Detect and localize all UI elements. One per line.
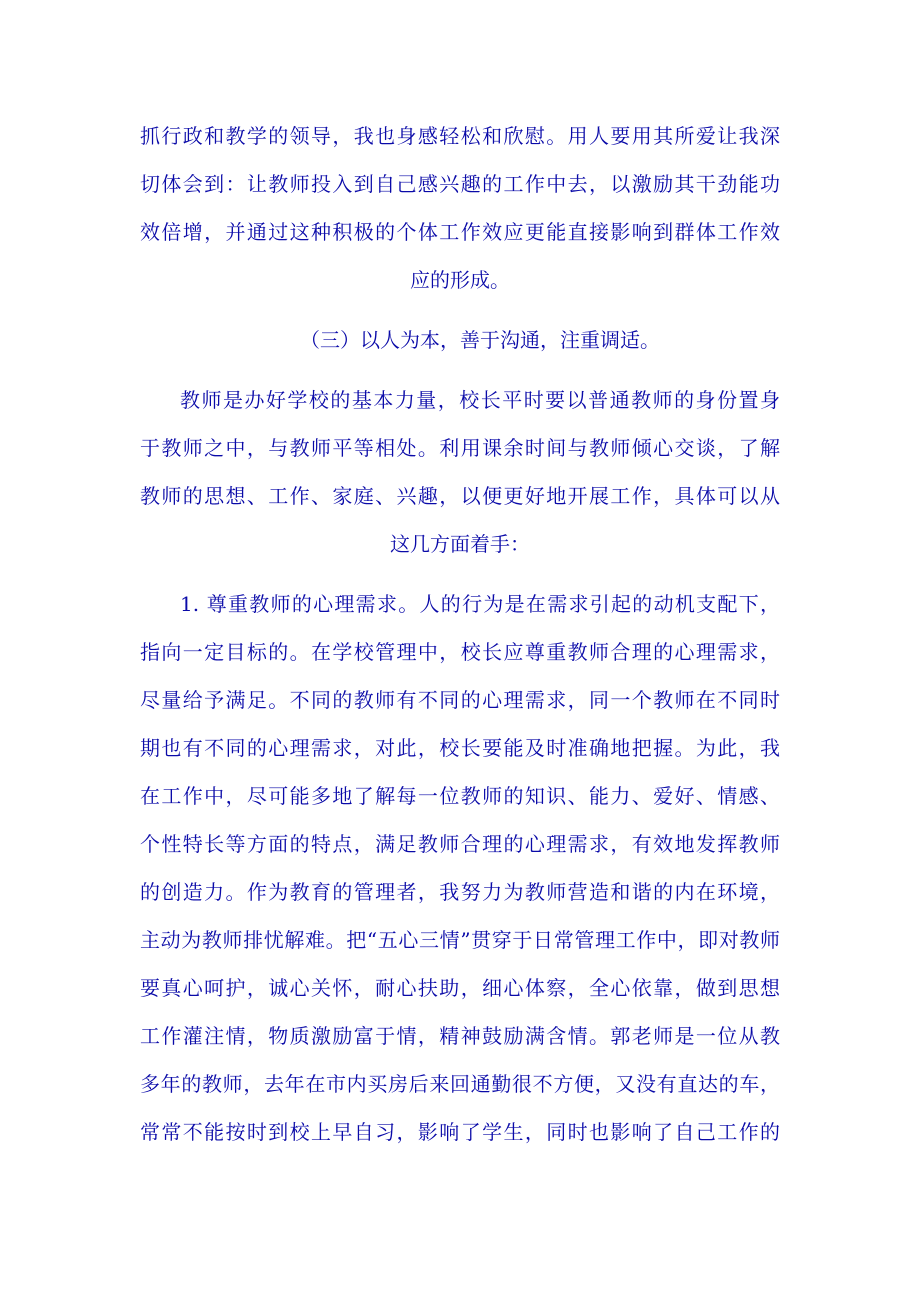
paragraph-line: 教师是办好学校的基本力量，校长平时要以普通教师的身份置身 (180, 388, 780, 412)
paragraph-line: 的创造力。作为教育的管理者，我努力为教师营造和谐的内在环境， (140, 880, 780, 904)
paragraph-line: 在工作中，尽可能多地了解每一位教师的知识、能力、爱好、情感、 (140, 784, 780, 808)
paragraph-line: 工作灌注情，物质激励富于情，精神鼓励满含情。郭老师是一位从教 (140, 1024, 780, 1048)
paragraph-line: 效倍增，并通过这种积极的个体工作效应更能直接影响到群体工作效 (140, 220, 780, 244)
paragraph-line: 常常不能按时到校上早自习，影响了学生，同时也影响了自己工作的 (140, 1120, 780, 1144)
paragraph-line: 抓行政和教学的领导，我也身感轻松和欣慰。用人要用其所爱让我深 (140, 124, 780, 148)
paragraph-line: 切体会到：让教师投入到自己感兴趣的工作中去，以激励其干劲能功 (140, 172, 780, 196)
paragraph-line: 要真心呵护，诚心关怀，耐心扶助，细心体察，全心依靠，做到思想 (140, 976, 780, 1000)
paragraph-line: 期也有不同的心理需求，对此，校长要能及时准确地把握。为此，我 (140, 736, 780, 760)
list-item-title: 1. 尊重教师的心理需求。人的行为是在需求引起的动机支配下， (180, 592, 780, 616)
paragraph-line: 个性特长等方面的特点，满足教师合理的心理需求，有效地发挥教师 (140, 832, 780, 856)
paragraph-line: 教师的思想、工作、家庭、兴趣，以便更好地开展工作，具体可以从 (140, 484, 780, 508)
paragraph-line: 于教师之中，与教师平等相处。利用课余时间与教师倾心交谈，了解 (140, 436, 780, 460)
paragraph-line: 应的形成。 (410, 268, 510, 292)
section-heading: （三）以人为本，善于沟通，注重调适。 (300, 328, 660, 352)
paragraph-line: 这几方面着手： (390, 532, 530, 556)
paragraph-line: 指向一定目标的。在学校管理中，校长应尊重教师合理的心理需求， (140, 640, 780, 664)
paragraph-line: 尽量给予满足。不同的教师有不同的心理需求，同一个教师在不同时 (140, 688, 780, 712)
paragraph-line: 多年的教师，去年在市内买房后来回通勤很不方便，又没有直达的车， (140, 1072, 780, 1096)
paragraph-line: 主动为教师排忧解难。把“五心三情”贯穿于日常管理工作中，即对教师 (140, 928, 780, 952)
